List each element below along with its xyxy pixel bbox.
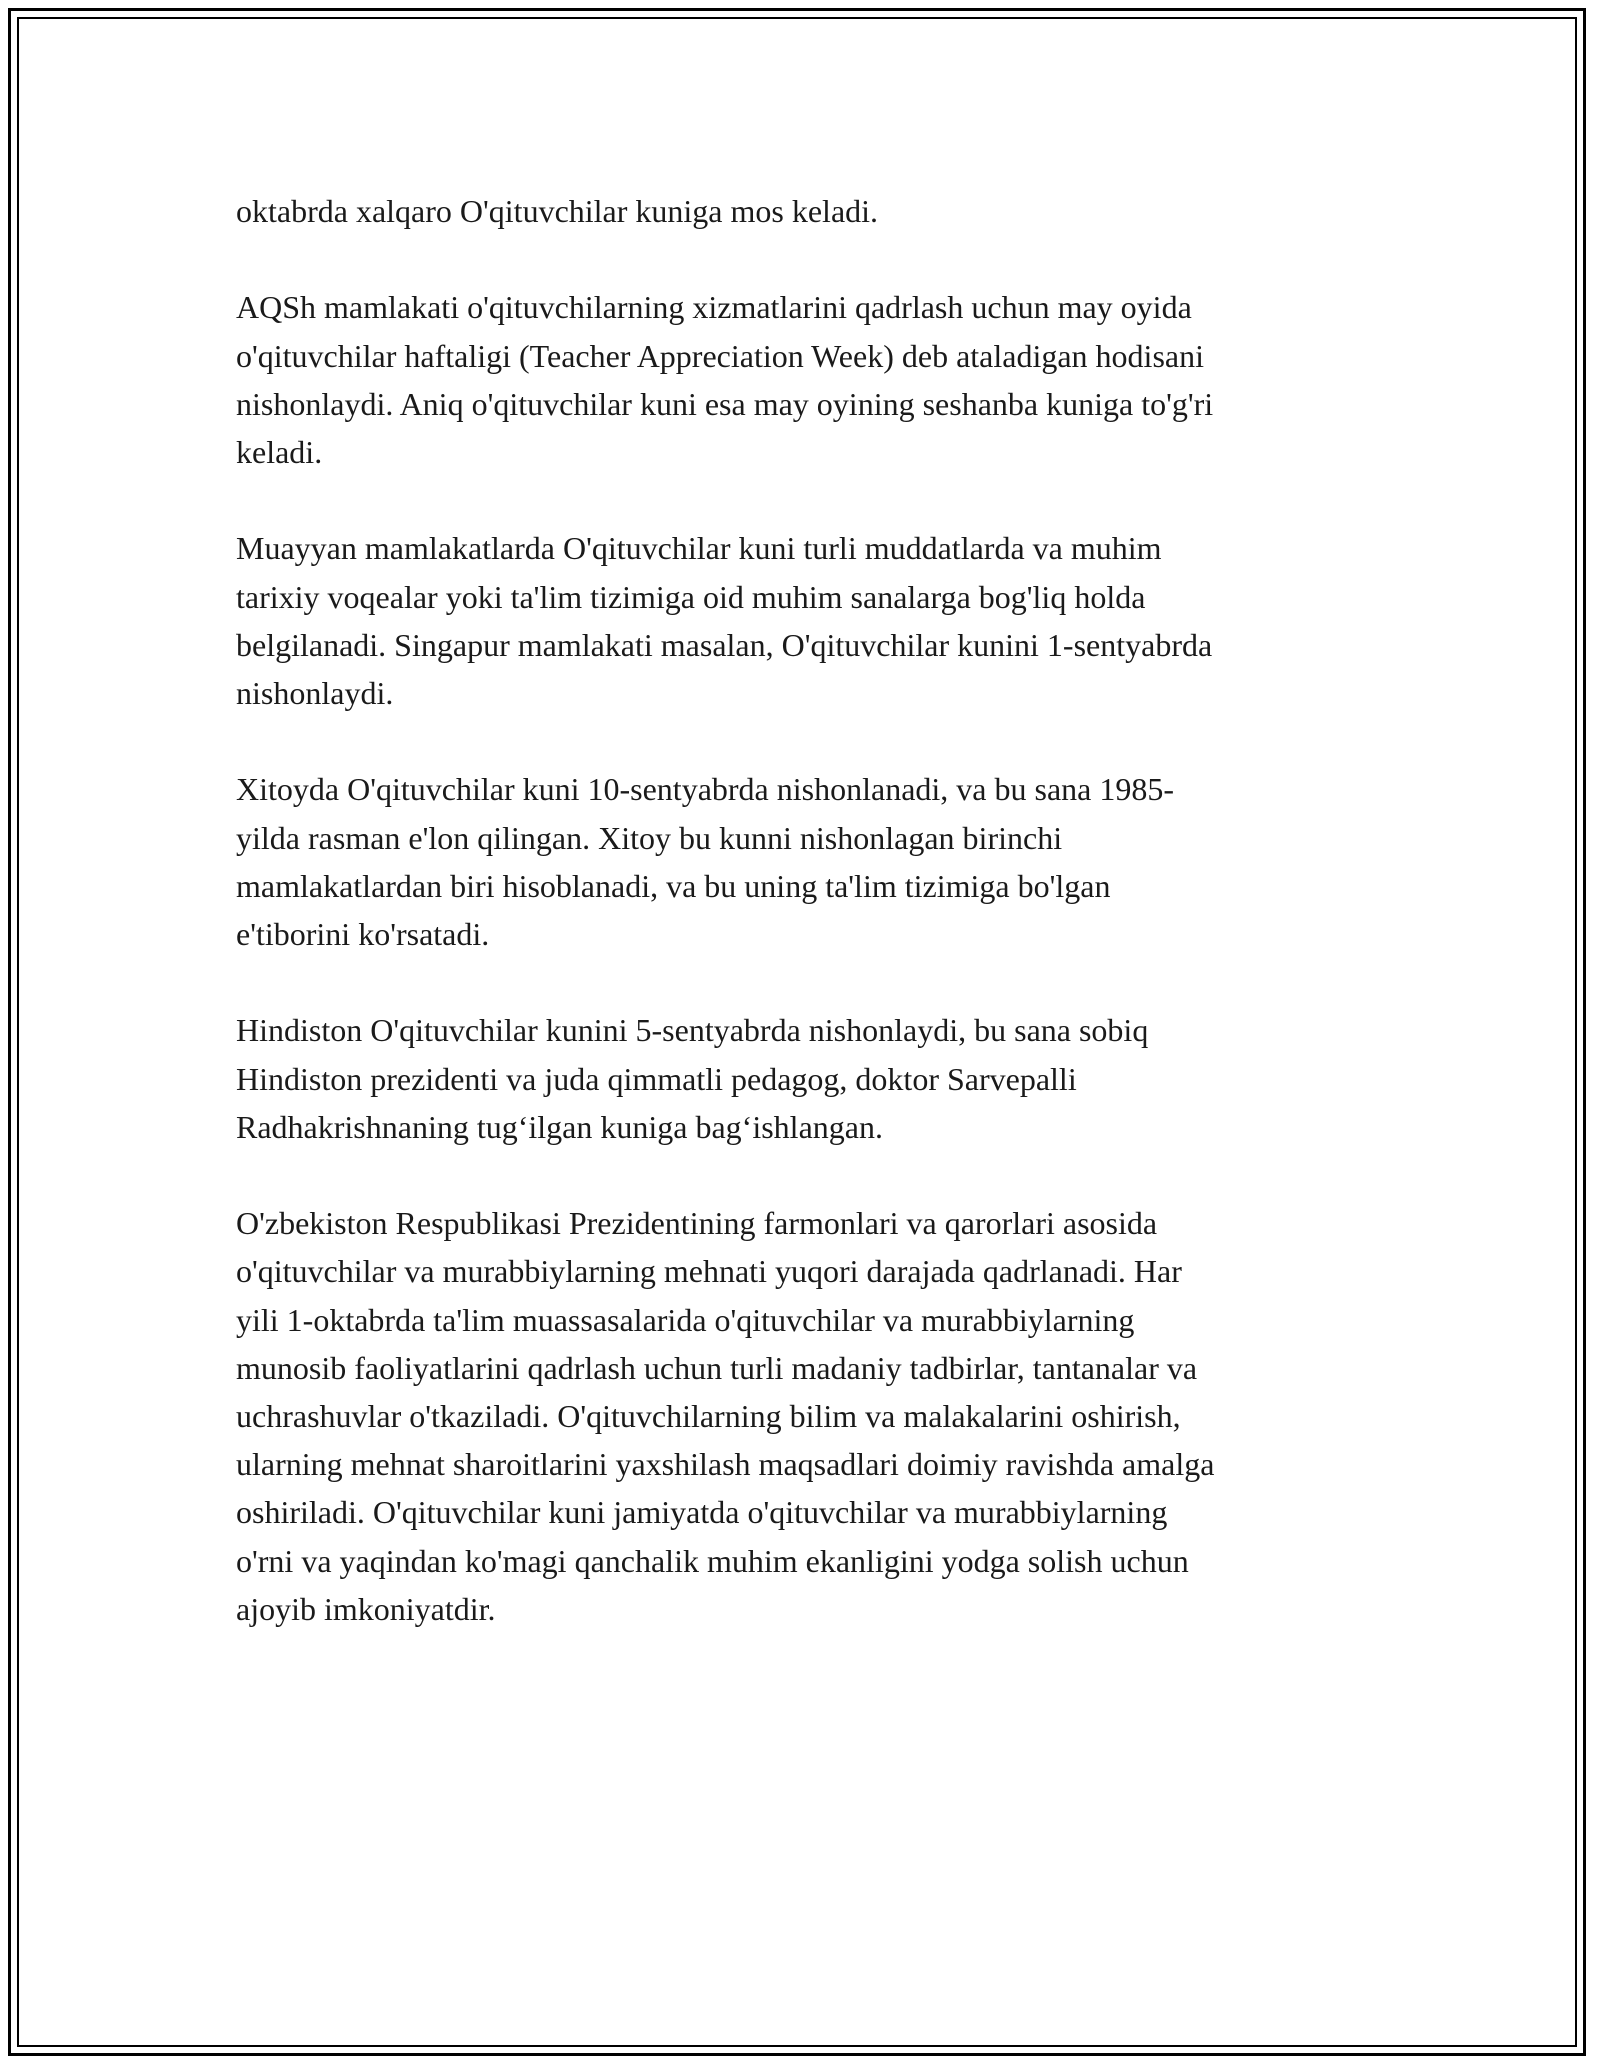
document-body: [236, 187, 1366, 1681]
paragraph-singapore: Muayyan mamlakatlarda O'qituvchilar kuni turli muddatlarda va muhim tarixiy voqealar yoki ta'lim tizimiga oid muhim sanalarga bog'liq holda belgilanadi. Singapur mamlakati masalan, O'qituvchilar kunini 1-sentyabrda nishonlaydi.: [236, 530, 1213, 711]
paragraph-teachers-day-october: oktabrda xalqaro O'qituvchilar kuniga mos keladi.: [236, 193, 879, 229]
paragraph-china: Xitoyda O'qituvchilar kuni 10-sentyabrda nishonlanadi, va bu sana 1985- yilda rasman e'lon qilingan. Xitoy bu kunni nishonlagan birinchi mamlakatlardan biri hisoblanadi, va bu uning ta'lim tizimiga bo'lgan e'tiborini ko'rsatadi.: [236, 771, 1174, 952]
paragraph-india: Hindiston O'qituvchilar kunini 5-sentyabrda nishonlaydi, bu sana sobiq Hindiston prezidenti va juda qimmatli pedagog, doktor Sarvepalli Radhakrishnaning tug‘ilgan kuniga bag‘ishlangan.: [236, 1012, 1149, 1145]
paragraph-usa: AQSh mamlakati o'qituvchilarning xizmatlarini qadrlash uchun may oyida o'qituvchilar haftaligi (Teacher Appreciation Week) deb ataladigan hodisani nishonlaydi. Aniq o'qituvchilar kuni esa may oyining seshanba kuniga to'g'ri keladi.: [236, 289, 1214, 470]
paragraph-uzbekistan: O'zbekiston Respublikasi Prezidentining farmonlari va qarorlari asosida o'qituvchilar va murabbiylarning mehnati yuqori darajada qadrlanadi. Har yili 1-oktabrda ta'lim muassasalarida o'qituvchilar va murabbiylarning munosib faoliyatlarini qadrlash uchun turli madaniy tadbirlar, tantanalar va uchrashuvlar o'tkaziladi. O'qituvchilarning bilim va malakalarini oshirish, ularning mehnat sharoitlarini yaxshilash maqsadlari doimiy ravishda amalga oshiriladi. O'qituvchilar kuni jamiyatda o'qituvchilar va murabbiylarning o'rni va yaqindan ko'magi qanchalik muhim ekanligini yodga solish uchun ajoyib imkoniyatdir.: [236, 1205, 1215, 1627]
